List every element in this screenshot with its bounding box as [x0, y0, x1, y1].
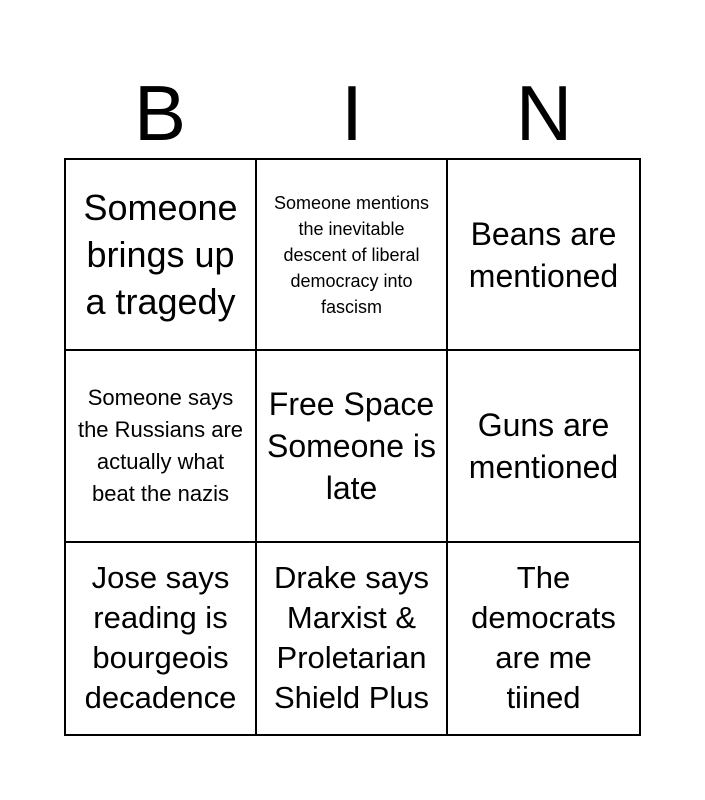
bingo-cell-text: Jose says reading is bourgeois decadence: [84, 560, 237, 716]
bingo-cell-r1c2[interactable]: [257, 160, 448, 351]
bingo-cell-text: Someone brings up a tragedy: [83, 187, 238, 323]
header-letter-i: I: [341, 69, 363, 157]
bingo-cell-r1c3[interactable]: [448, 160, 639, 351]
bingo-cell-r1c1[interactable]: [66, 160, 257, 351]
bingo-cell-text: Beans are mentioned: [468, 215, 619, 294]
bingo-cell-text: Guns are mentioned: [468, 406, 619, 485]
bingo-cell-text: Free Space Someone is late: [267, 385, 436, 506]
bingo-cell-free-space[interactable]: [257, 351, 448, 542]
bingo-cell-r3c2[interactable]: [257, 543, 448, 734]
bingo-cell-text: The democrats are me tiined: [471, 560, 616, 716]
bingo-cell-r2c1[interactable]: [66, 351, 257, 542]
bingo-cell-r2c3[interactable]: [448, 351, 639, 542]
bingo-header: [64, 70, 641, 156]
bingo-board: [64, 158, 641, 736]
header-letter-n: N: [515, 69, 573, 157]
bingo-cell-r3c3[interactable]: [448, 543, 639, 734]
bingo-cell-r3c1[interactable]: [66, 543, 257, 734]
header-letter-b: B: [133, 69, 187, 157]
bingo-cell-text: Someone says the Russians are actually what beat the nazis: [77, 384, 244, 506]
bingo-cell-text: Someone mentions the inevitable descent of liberal democracy into fascism: [273, 192, 430, 317]
bingo-cell-text: Drake says Marxist & Proletarian Shield Plus: [273, 560, 430, 716]
